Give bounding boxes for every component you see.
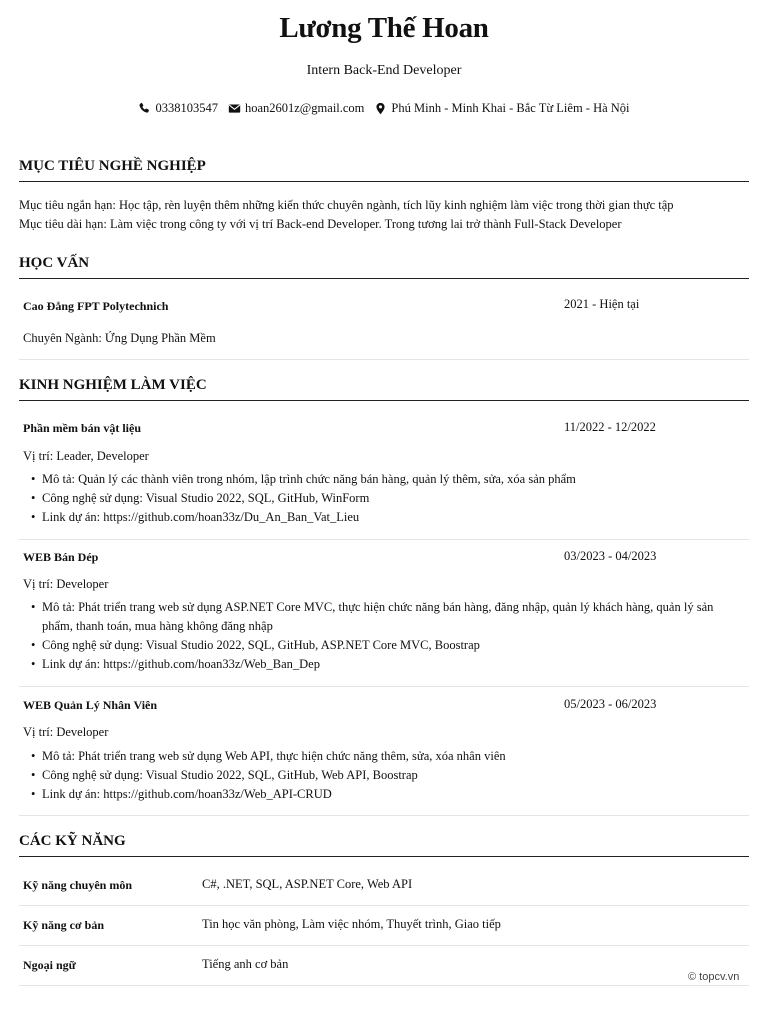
phone-icon [138, 102, 151, 115]
project-detail-item: • Mô tả: Quản lý các thành viên trong nhóm, lập trình chức năng bán hàng, quản lý thêm, sửa, xóa sản phẩm [31, 470, 746, 489]
experience-heading: KINH NGHIỆM LÀM VIỆC [19, 377, 749, 401]
project-detail-item: • Link dự án: https://github.com/hoan33z/Du_An_Ban_Vat_Lieu [31, 508, 746, 527]
project-period: 05/2023 - 06/2023 [564, 697, 657, 711]
divider [19, 359, 749, 360]
project-period: 03/2023 - 04/2023 [564, 549, 657, 563]
project-detail-item: • Link dự án: https://github.com/hoan33z/Web_Ban_Dep [31, 655, 746, 674]
objective-heading: MỤC TIÊU NGHỀ NGHIỆP [19, 158, 749, 182]
objective-short: Mục tiêu ngắn hạn: Học tập, rèn luyện thêm những kiến thức chuyên ngành, tích lũy kinh nghiệm làm việc trong thời gian thực tập [19, 198, 674, 212]
project-details [31, 747, 746, 804]
contact-phone-text: 0338103547 [155, 101, 218, 115]
divider [19, 905, 749, 906]
envelope-icon [228, 102, 241, 115]
contact-phone [138, 101, 218, 116]
divider [19, 686, 749, 687]
contact-address-text: Phú Minh - Minh Khai - Bắc Từ Liêm - Hà Nội [391, 101, 630, 115]
skill-value: Tin học văn phòng, Làm việc nhóm, Thuyết trình, Giao tiếp [202, 917, 501, 931]
project-detail-item: • Công nghệ sử dụng: Visual Studio 2022, SQL, GitHub, Web API, Boostrap [31, 766, 746, 785]
project-detail-item: • Mô tả: Phát triển trang web sử dụng ASP.NET Core MVC, thực hiện chức năng bán hàng, đăng nhập, quản lý khách hàng, quản lý sản phẩm, thanh toán, mua hàng không đăng nhập [31, 598, 746, 636]
project-detail-item: • Công nghệ sử dụng: Visual Studio 2022, SQL, GitHub, ASP.NET Core MVC, Boostrap [31, 636, 746, 655]
project-details [31, 470, 746, 527]
skill-label: Ngoại ngữ [23, 958, 76, 972]
contact-address [374, 101, 629, 116]
school-name: Cao Đẳng FPT Polytechnich [23, 299, 169, 313]
watermark: © topcv.vn [688, 971, 740, 983]
project-period: 11/2022 - 12/2022 [564, 420, 656, 434]
divider [19, 815, 749, 816]
education-heading: HỌC VẤN [19, 255, 749, 279]
map-marker-icon [374, 102, 387, 115]
job-title: Intern Back-End Developer [306, 63, 462, 78]
skill-value: C#, .NET, SQL, ASP.NET Core, Web API [202, 877, 413, 891]
divider [19, 985, 749, 986]
divider [19, 539, 749, 540]
candidate-name: Lương Thế Hoan [279, 12, 489, 44]
project-name: Phần mềm bán vật liệu [23, 421, 142, 435]
skills-heading: CÁC KỸ NĂNG [19, 833, 749, 857]
skill-label: Kỹ năng cơ bản [23, 918, 104, 932]
divider [19, 945, 749, 946]
project-detail-item: • Mô tả: Phát triển trang web sử dụng Web API, thực hiện chức năng thêm, sửa, xóa nhân viên [31, 747, 746, 766]
contact-email [228, 101, 364, 116]
project-name: WEB Bán Dép [23, 550, 99, 564]
objective-long: Mục tiêu dài hạn: Làm việc trong công ty với vị trí Back-end Developer. Trong tương lai trở thành Full-Stack Developer [19, 217, 622, 231]
project-details [31, 598, 746, 674]
skill-label: Kỹ năng chuyên môn [23, 878, 133, 892]
project-name: WEB Quản Lý Nhân Viên [23, 698, 158, 712]
contact-email-text: hoan2601z@gmail.com [244, 101, 365, 115]
education-period: 2021 - Hiện tại [564, 297, 640, 311]
project-position: Vị trí: Developer [23, 725, 109, 739]
project-detail-item: • Link dự án: https://github.com/hoan33z/Web_API-CRUD [31, 785, 746, 804]
project-position: Vị trí: Leader, Developer [23, 449, 149, 463]
contact-bar [0, 101, 768, 116]
project-detail-item: • Công nghệ sử dụng: Visual Studio 2022, SQL, GitHub, WinForm [31, 489, 746, 508]
skill-value: Tiếng anh cơ bản [202, 957, 289, 971]
project-position: Vị trí: Developer [23, 577, 109, 591]
education-major: Chuyên Ngành: Ứng Dụng Phần Mềm [23, 331, 216, 345]
